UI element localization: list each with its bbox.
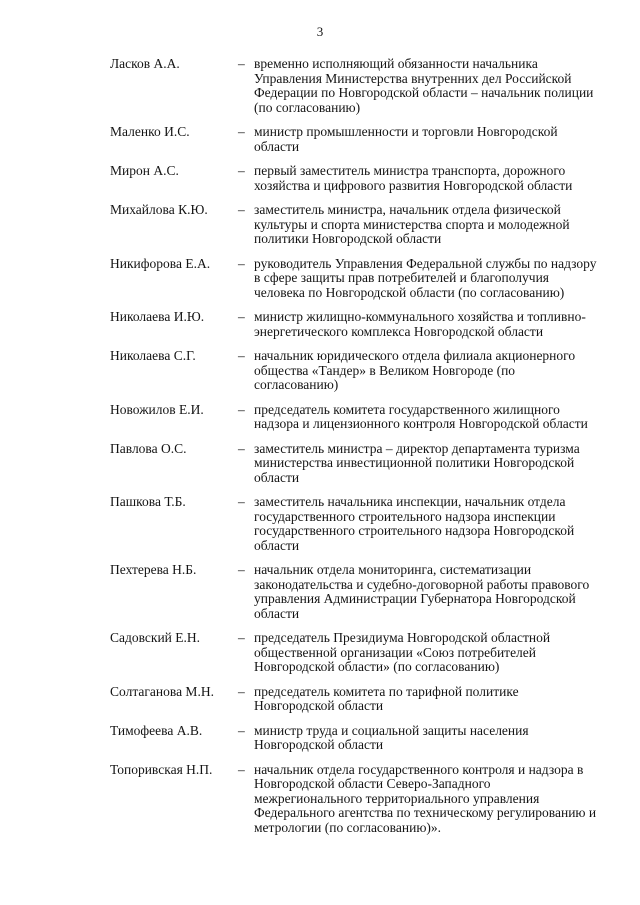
- dash-separator: –: [238, 163, 245, 178]
- member-name: Мирон А.С.: [110, 163, 179, 178]
- list-item: [110, 310, 610, 339]
- dash-separator: –: [238, 440, 245, 456]
- member-position: начальник юридического отдела филиала акционерного общества «Тандер» в Великом Новгороде (по согласованию): [254, 348, 576, 392]
- list-item: [110, 763, 610, 836]
- member-position: первый заместитель министра транспорта, дорожного хозяйства и цифрового развития Новгородской области: [254, 163, 573, 193]
- list-item: [110, 164, 610, 193]
- list-item: [110, 563, 610, 621]
- dash-separator: –: [238, 309, 245, 324]
- list-item: [110, 403, 610, 432]
- dash-separator: –: [238, 494, 245, 509]
- dash-separator: –: [238, 56, 245, 71]
- member-position: председатель комитета государственного жилищного надзора и лицензионного контроля Новгородской области: [254, 401, 588, 431]
- member-name: Маленко И.С.: [110, 124, 190, 139]
- member-position: председатель комитета по тарифной политике Новгородской области: [254, 683, 519, 713]
- member-position: заместитель начальника инспекции, начальник отдела государственного строительного надзора инспекции государственного строительного надзора Новгородской области: [254, 494, 575, 553]
- member-name: Никифорова Е.А.: [110, 255, 211, 271]
- member-name: Солтаганова М.Н.: [110, 683, 214, 699]
- member-name: Пехтерева Н.Б.: [110, 562, 197, 577]
- member-position: министр промышленности и торговли Новгородской области: [254, 124, 558, 154]
- member-position: начальник отдела мониторинга, систематизации законодательства и судебно-договорной работы правового управления Администрации Губернатора Новгородской области: [254, 562, 590, 621]
- member-position: начальник отдела государственного контроля и надзора в Новгородской области Северо-Западного межрегионального территориального управления Федерального агентства по техническому регулированию и метрологии (по согласованию)».: [254, 761, 597, 835]
- list-item: [110, 125, 610, 154]
- member-name: Михайлова К.Ю.: [110, 202, 208, 217]
- dash-separator: –: [238, 683, 245, 699]
- member-name: Ласков А.А.: [110, 56, 180, 71]
- dash-separator: –: [238, 202, 245, 217]
- member-position: заместитель министра, начальник отдела физической культуры и спорта министерства спорта и молодежной политики Новгородской области: [254, 202, 570, 246]
- member-position: руководитель Управления Федеральной службы по надзору в сфере защиты прав потребителей и благополучия человека по Новгородской области (по согласованию): [254, 255, 597, 300]
- page-number: 3: [316, 24, 324, 39]
- list-item: [110, 349, 610, 393]
- list-item: [110, 631, 610, 675]
- member-name: Тимофеева А.В.: [110, 722, 203, 738]
- member-position: заместитель министра – директор департамента туризма министерства инвестиционной политики Новгородской области: [254, 440, 580, 485]
- list-item: [110, 724, 610, 753]
- dash-separator: –: [238, 562, 245, 577]
- member-position: министр жилищно-коммунального хозяйства и топливно-энергетического комплекса Новгородской области: [254, 309, 586, 339]
- member-name: Николаева С.Г.: [110, 348, 196, 363]
- list-item: [110, 495, 610, 553]
- members-list: [110, 57, 610, 845]
- member-position: министр труда и социальной защиты населения Новгородской области: [254, 722, 529, 752]
- list-item: [110, 57, 610, 115]
- dash-separator: –: [238, 761, 245, 777]
- member-name: Пашкова Т.Б.: [110, 494, 186, 509]
- dash-separator: –: [238, 348, 245, 363]
- member-name: Садовский Е.Н.: [110, 630, 201, 645]
- member-name: Павлова О.С.: [110, 440, 187, 456]
- list-item: [110, 203, 610, 247]
- list-item: [110, 685, 610, 714]
- member-position: председатель Президиума Новгородской областной общественной организации «Союз потребителей Новгородской области» (по согласованию): [254, 630, 551, 674]
- list-item: [110, 442, 610, 486]
- member-name: Топоривская Н.П.: [110, 761, 213, 777]
- dash-separator: –: [238, 124, 245, 139]
- dash-separator: –: [238, 722, 245, 738]
- list-item: [110, 257, 610, 301]
- dash-separator: –: [238, 630, 245, 645]
- member-name: Новожилов Е.И.: [110, 401, 204, 417]
- dash-separator: –: [238, 255, 245, 271]
- member-name: Николаева И.Ю.: [110, 309, 205, 324]
- member-position: временно исполняющий обязанности начальника Управления Министерства внутренних дел Российской Федерации по Новгородской области – начальник полиции (по согласованию): [254, 56, 594, 115]
- dash-separator: –: [238, 401, 245, 417]
